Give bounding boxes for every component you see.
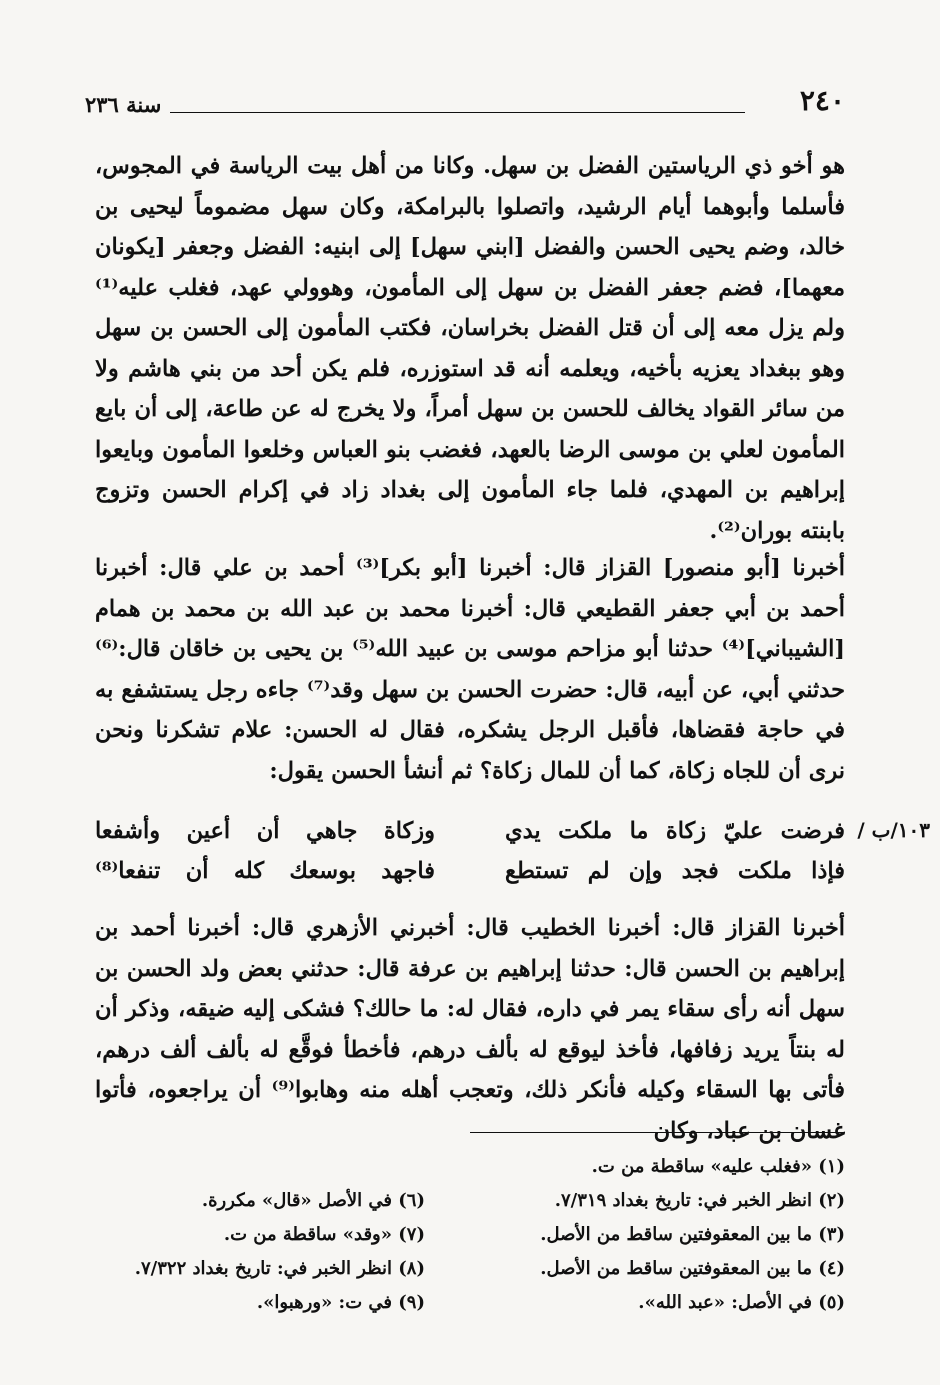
verse-first-hemistich: فرضت عليّ زكاة ما ملكت يدي xyxy=(505,818,845,844)
header-rule xyxy=(170,112,745,113)
page-number: ٢٤٠ xyxy=(799,84,845,117)
footnote: (٤) ما بين المعقوفتين ساقط من الأصل. xyxy=(540,1258,845,1279)
verse-second-hemistich: فاجهد بوسعك كله أن تنفعا⁽⁸⁾ xyxy=(95,858,435,884)
paragraph-3: أخبرنا القزاز قال: أخبرنا الخطيب قال: أخبرني الأزهري قال: أخبرنا أحمد بن إبراهيم بن الحسن قال: حدثنا إبراهيم بن عرفة قال: حدثني بعض ولد الحسن بن سهل أنه رأى سقاء يمر في داره، فقال له: ما حالك؟ فشكى إليه ضيقه، وذكر أن له بنتاً يريد زفافها، فأخذ ليوقع له بألف درهم، فأخطأ فوقَّع له بألف ألف درهم، فأتى بها السقاء وكيله فأنكر ذلك، وتعجب أهله منه وهابوا⁽⁹⁾ أن يراجعوه، فأتوا غسان بن عباد، وكان xyxy=(95,915,845,1144)
footnote: (٩) في ت: «ورهبوا». xyxy=(256,1292,425,1313)
verse xyxy=(95,858,845,898)
paragraph-2: أخبرنا [أبو منصور] القزاز قال: أخبرنا [أبو بكر]⁽³⁾ أحمد بن علي قال: أخبرنا أحمد بن أبي جعفر القطيعي قال: أخبرنا محمد بن عبد الله بن محمد بن همام [الشيباني]⁽⁴⁾ حدثنا أبو مزاحم موسى بن عبيد الله⁽⁵⁾ بن يحيى بن خاقان قال:⁽⁶⁾ حدثني أبي، عن أبيه، قال: حضرت الحسن بن سهل وقد⁽⁷⁾ جاءه رجل يستشفع به في حاجة فقضاها، فأقبل الرجل يشكره، فقال له الحسن: علام تشكرنا ونحن نرى أن للجاه زكاة، كما أن للمال زكاة؟ ثم أنشأ الحسن يقول: xyxy=(95,555,845,784)
paragraph-1: هو أخو ذي الرياستين الفضل بن سهل. وكانا من أهل بيت الرياسة في المجوس، فأسلما وأبوهما أيام الرشيد، واتصلوا بالبرامكة، وكان سهل مضموماً ليحيى بن خالد، وضم يحيى الحسن والفضل [ابني سهل] إلى ابنيه: الفضل وجعفر [يكونان معهما]، فضم جعفر الفضل بن سهل إلى المأمون، وهوولي عهد، فغلب عليه⁽¹⁾ ولم يزل معه إلى أن قتل الفضل بخراسان، فكتب المأمون إلى الحسن بن سهل وهو ببغداد يعزيه بأخيه، ويعلمه أنه قد استوزره، فلم يكن أحد من بني هاشم ولا من سائر القواد يخالف للحسن بن سهل أمراً، ولا يخرج له عن طاعة، إلى أن بايع المأمون لعلي بن موسى الرضا بالعهد، فغضب بنو العباس وخلعوا المأمون وبايعوا إبراهيم بن المهدي، فلما جاء المأمون إلى بغداد زاد في إكرام الحسن وتزوج بابنته بوران⁽²⁾. xyxy=(95,153,845,544)
footnote: (١) «فغلب عليه» ساقطة من ت. xyxy=(591,1156,845,1177)
running-title-year: سنة ٢٣٦ xyxy=(85,92,162,117)
verse-first-hemistich: فإذا ملكت فجد وإن لم تستطع xyxy=(505,858,845,884)
poem xyxy=(95,818,930,898)
footnote: (٦) في الأصل «قال» مكررة. xyxy=(201,1190,425,1211)
manuscript-folio-ref: ١٠٣/ب / xyxy=(857,818,930,842)
verse xyxy=(95,818,845,858)
footnotes-column-left xyxy=(95,1184,425,1320)
footnote: (٥) في الأصل: «عبد الله». xyxy=(638,1292,845,1313)
footnote: (٣) ما بين المعقوفتين ساقط من الأصل. xyxy=(540,1224,845,1245)
footnote: (٢) انظر الخبر في: تاريخ بغداد ٧/٣١٩. xyxy=(554,1190,845,1211)
footnotes-column-right xyxy=(465,1150,845,1320)
running-header xyxy=(85,78,845,118)
verse-second-hemistich: وزكاة جاهي أن أعين وأشفعا xyxy=(95,818,435,844)
footnote: (٨) انظر الخبر في: تاريخ بغداد ٧/٣٢٢. xyxy=(134,1258,425,1279)
footnote-rule xyxy=(470,1132,845,1133)
footnote: (٧) «وقد» ساقطة من ت. xyxy=(223,1224,425,1245)
